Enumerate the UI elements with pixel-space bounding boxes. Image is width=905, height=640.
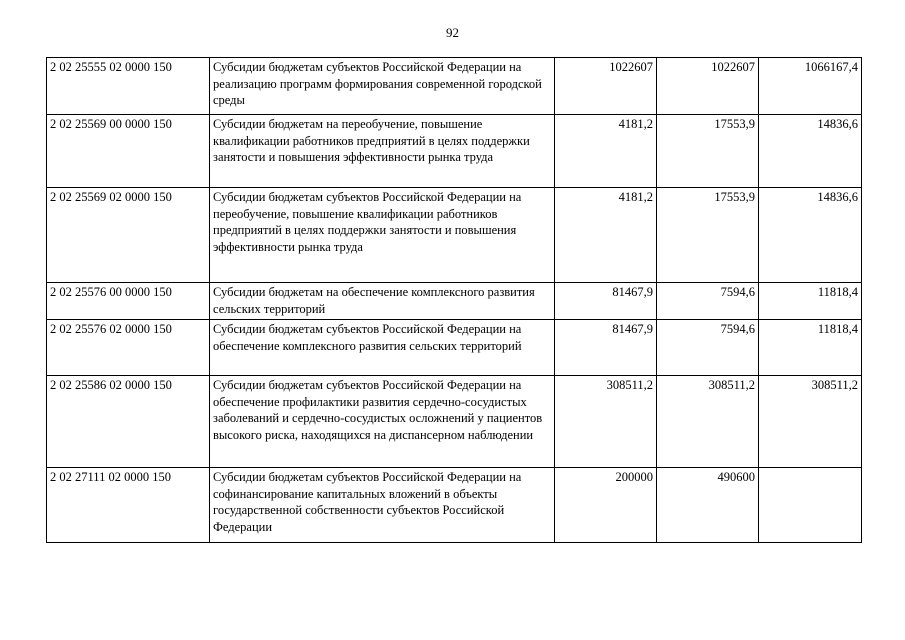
value-1-cell: 81467,9	[555, 320, 657, 376]
table-row	[47, 58, 862, 115]
value-1-cell: 308511,2	[555, 376, 657, 468]
budget-code-cell: 2 02 25576 02 0000 150	[47, 320, 210, 376]
value-1-cell: 1022607	[555, 58, 657, 115]
table-row	[47, 283, 862, 320]
value-3-cell: 14836,6	[759, 188, 862, 283]
value-2-cell: 7594,6	[657, 320, 759, 376]
value-3-cell: 308511,2	[759, 376, 862, 468]
budget-code-cell: 2 02 25586 02 0000 150	[47, 376, 210, 468]
table-row	[47, 115, 862, 188]
value-3-cell: 1066167,4	[759, 58, 862, 115]
value-3-cell: 14836,6	[759, 115, 862, 188]
description-cell: Субсидии бюджетам субъектов Российской Федерации на реализацию программ формирования современной городской среды	[210, 58, 555, 115]
value-3-cell	[759, 468, 862, 543]
description-cell: Субсидии бюджетам субъектов Российской Федерации на обеспечение комплексного развития сельских территорий	[210, 320, 555, 376]
value-2-cell: 308511,2	[657, 376, 759, 468]
description-cell: Субсидии бюджетам на переобучение, повышение квалификации работников предприятий в целях поддержки занятости и повышения эффективности рынка труда	[210, 115, 555, 188]
value-1-cell: 4181,2	[555, 115, 657, 188]
budget-table	[46, 57, 862, 543]
value-3-cell: 11818,4	[759, 320, 862, 376]
table-row	[47, 376, 862, 468]
description-cell: Субсидии бюджетам субъектов Российской Федерации на софинансирование капитальных вложений в объекты государственной собственности субъектов Российской Федерации	[210, 468, 555, 543]
value-2-cell: 1022607	[657, 58, 759, 115]
value-2-cell: 7594,6	[657, 283, 759, 320]
value-3-cell: 11818,4	[759, 283, 862, 320]
table-row	[47, 468, 862, 543]
value-2-cell: 17553,9	[657, 188, 759, 283]
description-cell: Субсидии бюджетам на обеспечение комплексного развития сельских территорий	[210, 283, 555, 320]
budget-code-cell: 2 02 25576 00 0000 150	[47, 283, 210, 320]
description-cell: Субсидии бюджетам субъектов Российской Федерации на обеспечение профилактики развития сердечно-сосудистых заболеваний и сердечно-сосудистых осложнений у пациентов высокого риска, находящихся на диспансерном наблюдении	[210, 376, 555, 468]
value-1-cell: 81467,9	[555, 283, 657, 320]
budget-code-cell: 2 02 25555 02 0000 150	[47, 58, 210, 115]
description-cell: Субсидии бюджетам субъектов Российской Федерации на переобучение, повышение квалификации работников предприятий в целях поддержки занятости и повышения эффективности рынка труда	[210, 188, 555, 283]
table-row	[47, 320, 862, 376]
value-2-cell: 490600	[657, 468, 759, 543]
budget-code-cell: 2 02 25569 00 0000 150	[47, 115, 210, 188]
budget-code-cell: 2 02 25569 02 0000 150	[47, 188, 210, 283]
value-1-cell: 4181,2	[555, 188, 657, 283]
budget-code-cell: 2 02 27111 02 0000 150	[47, 468, 210, 543]
page-number: 92	[446, 25, 459, 40]
value-2-cell: 17553,9	[657, 115, 759, 188]
value-1-cell: 200000	[555, 468, 657, 543]
table-row	[47, 188, 862, 283]
